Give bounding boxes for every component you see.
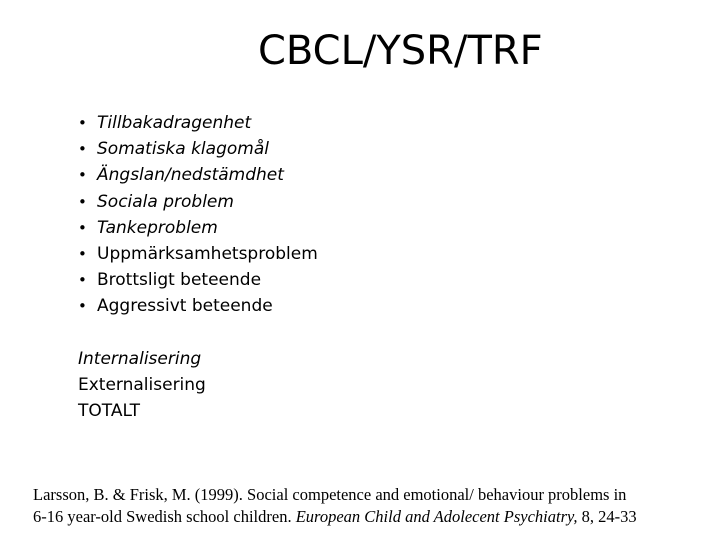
bullet-icon: • bbox=[78, 192, 87, 211]
list-item-label: Tillbakadragenhet bbox=[97, 113, 252, 133]
reference-authors-title: 6-16 year-old Swedish school children. bbox=[33, 507, 296, 526]
internalizing-label: Internalisering bbox=[78, 349, 202, 369]
reference-line-1: Larsson, B. & Frisk, M. (1999). Social competence and emotional/ behaviour problems in bbox=[33, 485, 627, 504]
reference-line-2 bbox=[33, 506, 703, 528]
list-item bbox=[78, 267, 318, 293]
bullet-icon: • bbox=[78, 297, 87, 316]
reference-volume-pages: 8, 24-33 bbox=[577, 507, 637, 526]
list-item bbox=[78, 293, 318, 319]
slide-title: CBCL/YSR/TRF bbox=[258, 28, 543, 74]
total-label: TOTALT bbox=[78, 401, 140, 422]
list-item-label: Sociala problem bbox=[97, 191, 234, 212]
bullet-icon: • bbox=[78, 218, 87, 237]
reference-citation bbox=[33, 484, 703, 528]
list-item bbox=[78, 162, 318, 188]
list-item-label: Aggressivt beteende bbox=[97, 296, 273, 317]
externalizing-label: Externalisering bbox=[78, 375, 206, 396]
list-item bbox=[78, 189, 318, 215]
list-item-label: Brottsligt beteende bbox=[97, 270, 262, 291]
bullet-icon: • bbox=[78, 244, 87, 263]
scale-list bbox=[78, 110, 318, 320]
list-item-label: Somatiska klagomål bbox=[97, 139, 269, 160]
list-item-label: Uppmärksamhetsproblem bbox=[97, 243, 318, 264]
list-item bbox=[78, 241, 318, 267]
reference-journal: European Child and Adolecent Psychiatry, bbox=[295, 507, 578, 526]
bullet-icon: • bbox=[78, 271, 87, 290]
list-item bbox=[78, 110, 318, 136]
list-item bbox=[78, 136, 318, 162]
bullet-icon: • bbox=[78, 166, 87, 185]
summary-scales bbox=[78, 346, 206, 425]
bullet-icon: • bbox=[78, 114, 87, 132]
list-item bbox=[78, 215, 318, 241]
list-item-label: Tankeproblem bbox=[97, 217, 218, 238]
bullet-icon: • bbox=[78, 140, 87, 159]
list-item-label: Ängslan/nedstämdhet bbox=[97, 165, 284, 186]
